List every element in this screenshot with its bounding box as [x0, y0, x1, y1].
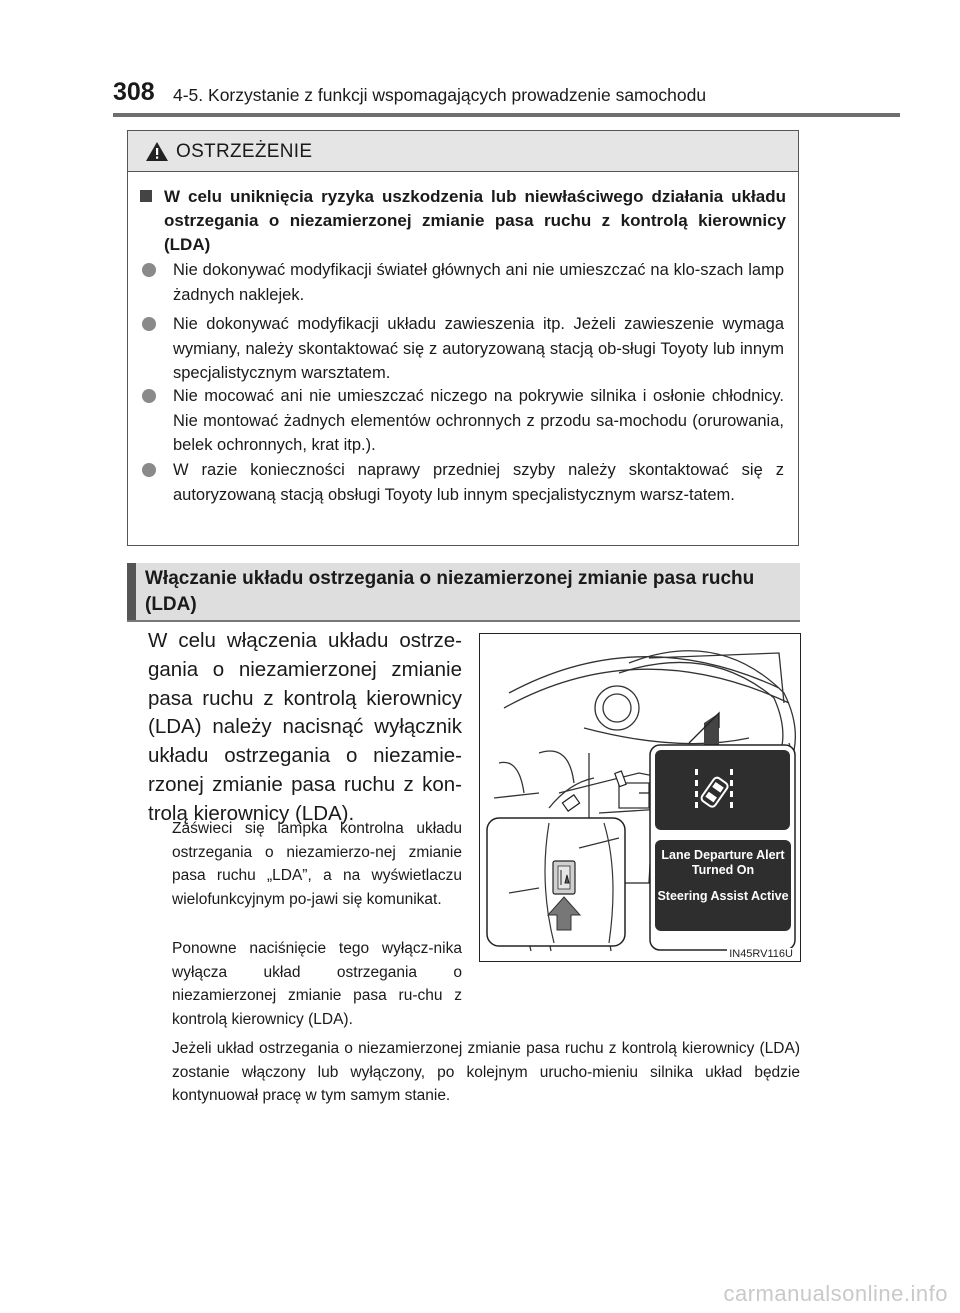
main-instruction: W celu włączenia układu ostrze-gania o niezamierzonej zmianie pasa ruchu z kontrolą kierownicy (LDA) należy nacisnąć wyłącznik układu ostrzegania o niezamie-rzonej zmianie pasa ruchu z kon-trolą kierownicy (LDA).: [148, 629, 462, 825]
warning-bullet: [142, 458, 784, 507]
watermark: carmanualsonline.info: [723, 1281, 948, 1306]
note-indicator: Zaświeci się lampka kontrolna układu ostrzegania o niezamierzo-nej zmianie pasa ruchu „LDA”, a na wyświetlaczu wielofunkcyjnym po-jawi się komunikat.: [172, 820, 462, 908]
circle-bullet-icon: [142, 389, 156, 403]
display-message: [655, 840, 791, 931]
section-header: [127, 563, 800, 620]
circle-bullet-icon: [142, 463, 156, 477]
warning-bullet-text: W razie konieczności naprawy przedniej szyby należy skontaktować się z autoryzowaną stacją obsługi Toyoty lub innym specjalistycznym warsz-tatem.: [173, 461, 784, 504]
warning-heading: [140, 185, 786, 257]
warning-label: OSTRZEŻENIE: [176, 141, 313, 162]
header-rule: [113, 113, 900, 117]
message-steering-assist: Steering Assist Active: [657, 889, 789, 903]
circle-bullet-icon: [142, 263, 156, 277]
warning-box: [127, 130, 799, 546]
section-title: Włączanie układu ostrzegania o niezamierzonej zmianie pasa ruchu (LDA): [145, 568, 755, 615]
warning-bullet-text: Nie dokonywać modyfikacji układu zawieszenia itp. Jeżeli zawieszenie wymaga wymiany, należy skontaktować się z autoryzowaną stacją ob-sługi Toyoty lub innym specjalistycznym warsztatem.: [173, 315, 784, 382]
warning-bullet: [142, 312, 784, 386]
page-number: 308: [113, 78, 155, 106]
warning-heading-text: W celu uniknięcia ryzyka uszkodzenia lub niewłaściwego działania układu ostrzegania o niezamierzonej zmianie pasa ruchu z kontrolą kierownicy (LDA): [164, 187, 786, 254]
warning-triangle-icon: [145, 141, 169, 162]
section-rule: [127, 620, 800, 622]
message-lane-departure: Lane Departure Alert Turned On: [661, 848, 785, 877]
chapter-title: 4-5. Korzystanie z funkcji wspomagających prowadzenie samochodu: [173, 85, 707, 105]
note-restart: Jeżeli układ ostrzegania o niezamierzonej zmianie pasa ruchu z kontrolą kierownicy (LDA) zostanie włączony lub wyłączony, po kolejnym urucho-mieniu silnika układ będzie kontynuował pracę w tym samym stanie.: [172, 1040, 800, 1104]
warning-header: [128, 131, 798, 172]
warning-bullet: [142, 258, 784, 307]
section-bar: [127, 563, 136, 620]
note-press-again: Ponowne naciśnięcie tego wyłącz-nika wyłącza układ ostrzegania o niezamierzonej zmianie pasa ru-chu z kontrolą kierownicy (LDA).: [172, 940, 462, 1028]
warning-bullet-text: Nie mocować ani nie umieszczać niczego na pokrywie silnika i osłonie chłodnicy. Nie montować żadnych elementów ochronnych z przodu sa-mochodu (orurowania, belek ochronnych, krat itp.).: [173, 387, 784, 454]
warning-bullet: [142, 384, 784, 458]
square-bullet-icon: [140, 190, 152, 202]
circle-bullet-icon: [142, 317, 156, 331]
figure-code: IN45RV116U: [729, 948, 793, 960]
warning-bullet-text: Nie dokonywać modyfikacji świateł głównych ani nie umieszczać na klo-szach lamp żadnych naklejek.: [173, 261, 784, 304]
